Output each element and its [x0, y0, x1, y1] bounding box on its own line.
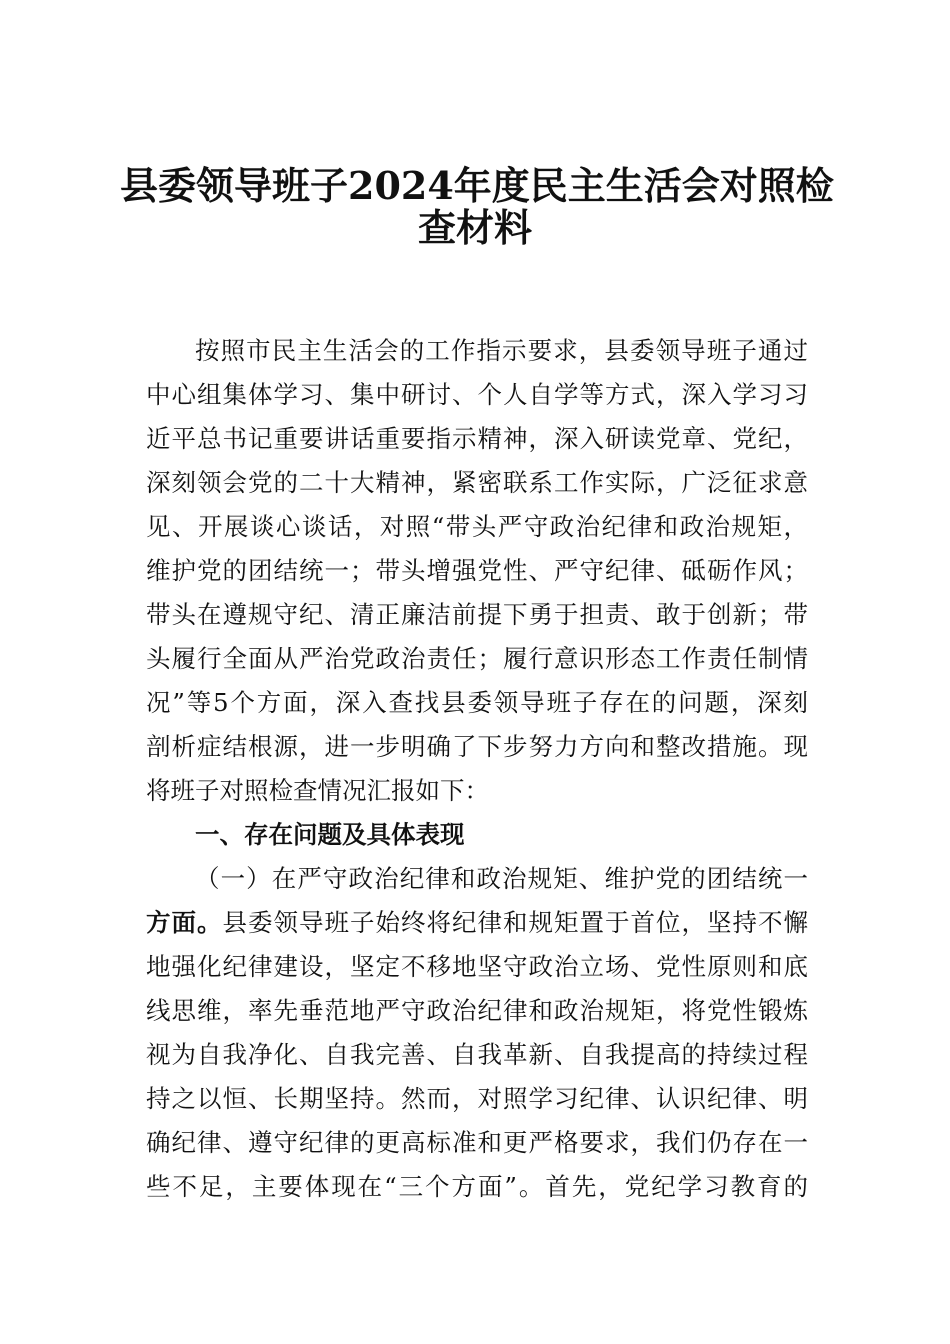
subsection-heading-line: （一）在严守政治纪律和政治规矩、维护党的团结统一 [195, 864, 808, 893]
intro-line-4: 深刻领会党的二十大精神，紧密联系工作实际，广泛征求意 [146, 468, 808, 497]
intro-line-11: 将班子对照检查情况汇报如下： [146, 776, 489, 805]
body-line-4: 持之以恒、长期坚持。然而，对照学习纪律、认识纪律、明 [146, 1084, 808, 1113]
document-title-line-2: 查材料 [417, 205, 532, 250]
body-line-5: 确纪律、遵守纪律的更高标准和更严格要求，我们仍存在一 [146, 1128, 808, 1157]
intro-line-10: 剖析症结根源，进一步明确了下步努力方向和整改措施。现 [146, 732, 808, 761]
section-heading-1: 一、存在问题及具体表现 [195, 820, 465, 849]
subsection-heading-tail: 方面。 [146, 908, 223, 937]
subsection-body-start: 县委领导班子始终将纪律和规矩置于首位，坚持不懈 [222, 908, 808, 937]
intro-line-9: 况”等5个方面，深入查找县委领导班子存在的问题，深刻 [146, 688, 808, 717]
subsection-body-line-1 [146, 908, 808, 938]
body-line-2: 线思维，率先垂范地严守政治纪律和政治规矩，将党性锻炼 [146, 996, 808, 1025]
intro-line-6: 维护党的团结统一；带头增强党性、严守纪律、砥砺作风； [146, 556, 808, 585]
intro-line-2: 中心组集体学习、集中研讨、个人自学等方式，深入学习习 [146, 380, 808, 409]
intro-line-3: 近平总书记重要讲话重要指示精神，深入研读党章、党纪， [146, 424, 808, 453]
intro-line-8: 头履行全面从严治党政治责任；履行意识形态工作责任制情 [146, 644, 808, 673]
document-title-line-1: 县委领导班子2024年度民主生活会对照检 [120, 163, 834, 208]
body-line-3: 视为自我净化、自我完善、自我革新、自我提高的持续过程 [146, 1040, 808, 1069]
intro-line-5: 见、开展谈心谈话，对照“带头严守政治纪律和政治规矩， [146, 512, 808, 541]
body-line-6: 些不足，主要体现在“三个方面”。首先，党纪学习教育的 [146, 1172, 808, 1201]
intro-line-7: 带头在遵规守纪、清正廉洁前提下勇于担责、敢于创新；带 [146, 600, 808, 629]
intro-line-1: 按照市民主生活会的工作指示要求，县委领导班子通过 [195, 336, 808, 365]
body-line-1: 地强化纪律建设，坚定不移地坚守政治立场、党性原则和底 [146, 952, 808, 981]
